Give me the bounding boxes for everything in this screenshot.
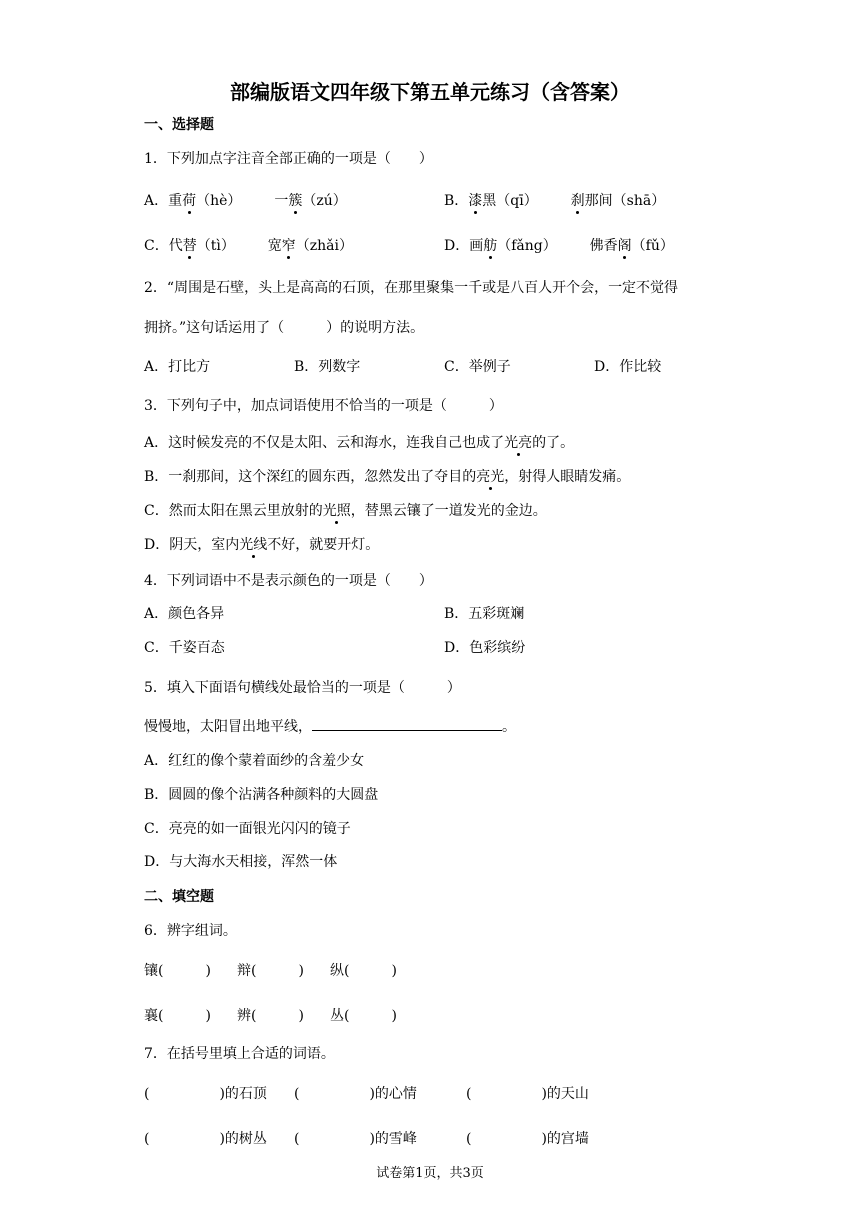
question-5-stem: 5．填入下面语句横线处最恰当的一项是（ ） — [144, 680, 461, 696]
question-5-option-a: A．红红的像个蒙着面纱的含羞少女 — [144, 753, 365, 769]
section-heading-choice: 一、选择题 — [144, 117, 214, 133]
question-3-option-c: C．然而太阳在黑云里放射的光照，替黑云镶了一道发光的金边。 — [144, 500, 547, 520]
question-4-option-b: B．五彩斑斓 — [444, 606, 525, 622]
answer-blank[interactable] — [312, 716, 502, 731]
question-3-option-b: B．一刹那间，这个深红的圆东西，忽然发出了夺目的亮光，射得人眼睛发痛。 — [144, 466, 630, 486]
question-4-stem: 4．下列词语中不是表示颜色的一项是（ ） — [144, 573, 433, 589]
question-5-sentence: 慢慢地，太阳冒出地平线， 。 — [144, 716, 516, 736]
question-4-option-c: C．千姿百态 — [144, 640, 225, 656]
page-footer: 试卷第1页，共3页 — [376, 1166, 484, 1181]
question-7-item: ( )的心情 — [294, 1086, 417, 1102]
question-3-option-a: A．这时候发亮的不仅是太阳、云和海水，连我自己也成了光亮的了。 — [144, 432, 574, 452]
question-7-item: ( )的石顶 — [144, 1086, 267, 1102]
question-1-option-d: D．画舫（fǎng） 佛香阁（fǔ） — [444, 235, 674, 255]
question-5-option-c: C．亮亮的如一面银光闪闪的镜子 — [144, 821, 351, 837]
question-3-stem: 3．下列句子中，加点词语使用不恰当的一项是（ ） — [144, 398, 503, 414]
question-2-option-b: B．列数字 — [294, 359, 361, 375]
page-title: 部编版语文四年级下第五单元练习（含答案） — [230, 80, 630, 104]
question-2-stem-line2: 拥挤。”这句话运用了（ ）的说明方法。 — [144, 320, 425, 336]
question-3-option-d: D．阴天，室内光线不好，就要开灯。 — [144, 534, 379, 554]
question-6-item: 纵( ) — [330, 963, 397, 979]
question-7-item: ( )的宫墙 — [466, 1131, 589, 1147]
question-7-item: ( )的雪峰 — [294, 1131, 417, 1147]
question-1-option-c: C．代替（tì） 宽窄（zhǎi） — [144, 235, 353, 255]
question-6-item: 襄( ) — [144, 1008, 211, 1024]
question-4-option-a: A．颜色各异 — [144, 606, 225, 622]
question-2-option-c: C．举例子 — [444, 359, 511, 375]
section-heading-fill: 二、填空题 — [144, 889, 214, 905]
question-7-item: ( )的树丛 — [144, 1131, 267, 1147]
question-6-item: 辨( ) — [237, 1008, 304, 1024]
question-2-option-d: D．作比较 — [594, 359, 662, 375]
question-5-option-d: D．与大海水天相接，浑然一体 — [144, 854, 338, 870]
question-7-stem: 7．在括号里填上合适的词语。 — [144, 1046, 335, 1062]
question-7-item: ( )的天山 — [466, 1086, 589, 1102]
question-4-option-d: D．色彩缤纷 — [444, 640, 526, 656]
question-2-stem-line1: 2．“周围是石壁，头上是高高的石顶，在那里聚集一千或是八百人开个会，一定不觉得 — [144, 280, 679, 296]
question-1-stem: 1．下列加点字注音全部正确的一项是（ ） — [144, 151, 433, 167]
question-6-item: 镶( ) — [144, 963, 211, 979]
question-1-option-a: A．重荷（hè） 一簇（zú） — [144, 190, 347, 210]
question-2-option-a: A．打比方 — [144, 359, 211, 375]
question-6-item: 辩( ) — [237, 963, 304, 979]
question-1-option-b: B．漆黑（qī） 刹那间（shā） — [444, 190, 665, 210]
question-6-item: 丛( ) — [330, 1008, 397, 1024]
question-6-stem: 6．辨字组词。 — [144, 923, 237, 939]
question-5-option-b: B．圆圆的像个沾满各种颜料的大圆盘 — [144, 787, 379, 803]
